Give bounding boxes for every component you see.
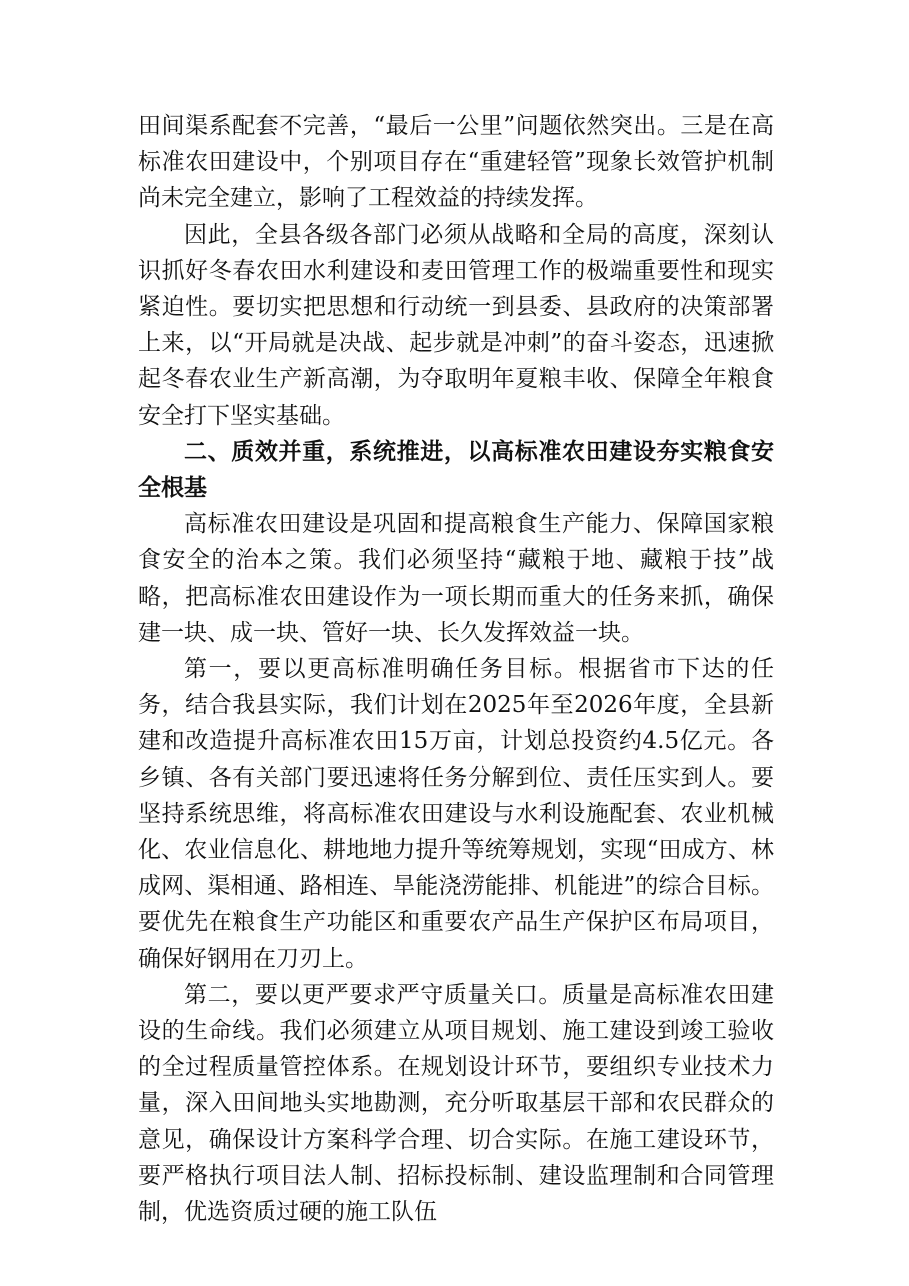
paragraph-intro: 高标准农田建设是巩固和提高粮食生产能力、保障国家粮食安全的治本之策。我们必须坚持“藏粮于地、藏粮于技”战略，把高标准农田建设作为一项长期而重大的任务来抓，确保建一块、成一块、管好一块、长久发挥效益一块。 [138, 511, 774, 646]
paragraph-therefore: 因此，全县各级各部门必须从战略和全局的高度，深刻认识抓好冬春农田水利建设和麦田管理工作的极端重要性和现实紧迫性。要切实把思想和行动统一到县委、县政府的决策部署上来，以“开局就是决战、起步就是冲刺”的奋斗姿态，迅速掀起冬春农业生产新高潮，为夺取明年夏粮丰收、保障全年粮食安全打下坚实基础。 [138, 221, 774, 429]
section-heading: 二、质效并重，系统推进，以高标准农田建设夯实粮食安全根基 [138, 438, 774, 502]
paragraph-continuation: 田间渠系配套不完善，“最后一公里”问题依然突出。三是在高标准农田建设中，个别项目存在“重建轻管”现象长效管护机制尚未完全建立，影响了工程效益的持续发挥。 [138, 113, 774, 212]
paragraph-second-point: 第二，要以更严要求严守质量关口。质量是高标准农田建设的生命线。我们必须建立从项目规划、施工建设到竣工验收的全过程质量管控体系。在规划设计环节，要组织专业技术力量，深入田间地头实地勘测，充分听取基层干部和农民群众的意见，确保设计方案科学合理、切合实际。在施工建设环节，要严格执行项目法人制、招标投标制、建设监理制和合同管理制，优选资质过硬的施工队伍 [138, 981, 774, 1226]
document-page [138, 108, 774, 1230]
paragraph-first-point: 第一，要以更高标准明确任务目标。根据省市下达的任务，结合我县实际，我们计划在2025年至2026年度，全县新建和改造提升高标准农田15万亩，计划总投资约4.5亿元。各乡镇、各有关部门要迅速将任务分解到位、责任压实到人。要坚持系统思维，将高标准农田建设与水利设施配套、农业机械化、农业信息化、耕地地力提升等统筹规划，实现“田成方、林成网、渠相通、路相连、旱能浇涝能排、机能进”的综合目标。要优先在粮食生产功能区和重要农产品生产保护区布局项目，确保好钢用在刀刃上。 [138, 656, 774, 972]
